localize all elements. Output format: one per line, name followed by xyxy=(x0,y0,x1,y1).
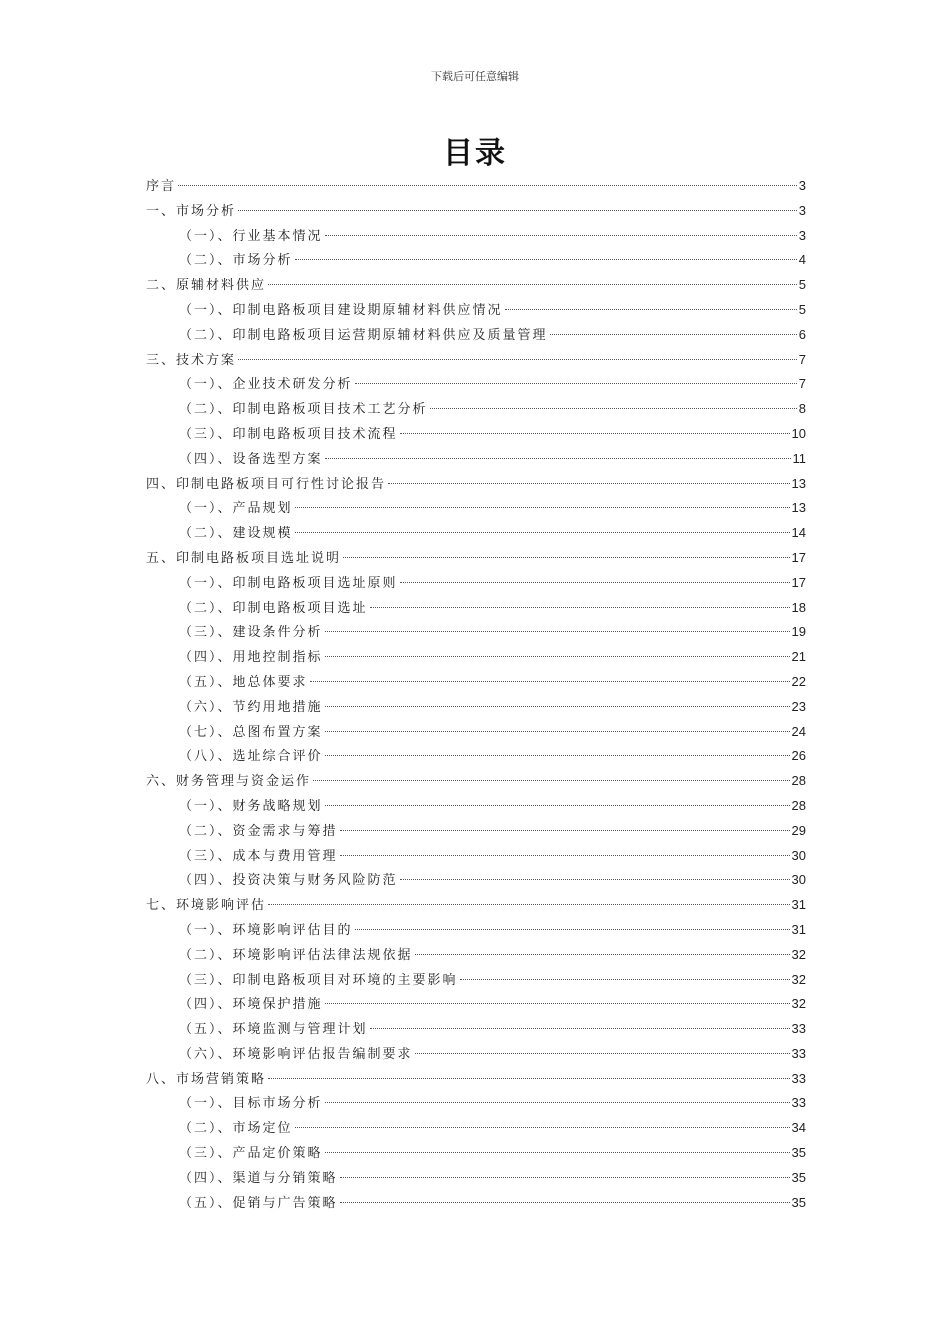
toc-entry[interactable] xyxy=(146,596,806,621)
toc-entry-page: 3 xyxy=(798,202,806,218)
toc-entry-label: （三）、产品定价策略 xyxy=(179,1146,323,1162)
dot-leader xyxy=(310,681,790,682)
toc-entry-label: （四）、设备选型方案 xyxy=(179,451,323,467)
toc-entry-label: （二）、印制电路板项目运营期原辅材料供应及质量管理 xyxy=(179,327,548,343)
toc-entry[interactable] xyxy=(146,695,806,720)
toc-entry-label: 三、技术方案 xyxy=(146,352,237,368)
dot-leader xyxy=(238,210,797,211)
toc-entry-label: 六、财务管理与资金运作 xyxy=(146,774,312,790)
dot-leader xyxy=(415,1053,790,1054)
toc-entry-label: 四、印制电路板项目可行性讨论报告 xyxy=(146,476,387,492)
toc-entry[interactable] xyxy=(146,868,806,893)
toc-entry-label: （四）、环境保护措施 xyxy=(179,997,323,1013)
toc-entry-page: 29 xyxy=(791,822,806,838)
toc-entry-label: （二）、资金需求与筹措 xyxy=(179,823,338,839)
toc-entry[interactable] xyxy=(146,720,806,745)
toc-entry[interactable] xyxy=(146,348,806,373)
dot-leader xyxy=(550,334,797,335)
toc-entry-page: 33 xyxy=(791,1070,806,1086)
toc-entry-page: 33 xyxy=(791,1045,806,1061)
toc-entry[interactable] xyxy=(146,248,806,273)
dot-leader xyxy=(400,582,790,583)
toc-entry[interactable] xyxy=(146,1191,806,1216)
toc-entry-page: 11 xyxy=(792,450,806,466)
toc-entry[interactable] xyxy=(146,819,806,844)
toc-entry-page: 35 xyxy=(791,1169,806,1185)
toc-entry[interactable] xyxy=(146,645,806,670)
toc-entry-label: （二）、环境影响评估法律法规依据 xyxy=(179,947,413,963)
toc-entry-label: （一）、印制电路板项目建设期原辅材料供应情况 xyxy=(179,302,503,318)
toc-entry[interactable] xyxy=(146,992,806,1017)
toc-entry-page: 17 xyxy=(791,549,806,565)
toc-entry[interactable] xyxy=(146,199,806,224)
toc-entry[interactable] xyxy=(146,968,806,993)
toc-entry[interactable] xyxy=(146,472,806,497)
toc-entry-label: （一）、印制电路板项目选址原则 xyxy=(179,575,398,591)
toc-entry-page: 13 xyxy=(791,500,806,516)
toc-entry-label: 二、原辅材料供应 xyxy=(146,278,267,294)
toc-entry-page: 3 xyxy=(798,178,806,193)
header-note: 下载后可任意编辑 xyxy=(431,70,519,83)
toc-entry[interactable] xyxy=(146,372,806,397)
dot-leader xyxy=(178,185,797,186)
dot-leader xyxy=(325,631,790,632)
toc-entry-page: 24 xyxy=(791,723,806,739)
dot-leader xyxy=(325,656,790,657)
dot-leader xyxy=(238,359,797,360)
dot-leader xyxy=(370,1028,790,1029)
toc-entry[interactable] xyxy=(146,496,806,521)
toc-entry-label: （四）、渠道与分销策略 xyxy=(179,1170,338,1186)
toc-entry[interactable] xyxy=(146,397,806,422)
dot-leader xyxy=(325,706,790,707)
toc-entry-label: （六）、环境影响评估报告编制要求 xyxy=(179,1046,413,1062)
toc-entry-label: （四）、投资决策与财务风险防范 xyxy=(179,873,398,889)
toc-entry[interactable] xyxy=(146,943,806,968)
toc-entry[interactable] xyxy=(146,670,806,695)
dot-leader xyxy=(325,1102,790,1103)
toc-entry[interactable] xyxy=(146,893,806,918)
dot-leader xyxy=(415,954,790,955)
toc-entry-page: 28 xyxy=(791,797,806,813)
toc-entry-label: （二）、印制电路板项目技术工艺分析 xyxy=(179,402,428,418)
dot-leader xyxy=(400,879,790,880)
toc-entry-page: 28 xyxy=(791,773,806,789)
dot-leader xyxy=(400,433,790,434)
toc-entry[interactable] xyxy=(146,1116,806,1141)
toc-entry[interactable] xyxy=(146,1042,806,1067)
toc-entry-page: 31 xyxy=(791,897,806,913)
toc-entry[interactable] xyxy=(146,620,806,645)
toc-entry-label: （八）、选址综合评价 xyxy=(179,749,323,765)
toc-entry-page: 32 xyxy=(791,996,806,1012)
dot-leader xyxy=(295,1127,790,1128)
toc-entry-label: 一、市场分析 xyxy=(146,203,237,219)
toc-entry[interactable] xyxy=(146,273,806,298)
toc-entry-label: 序言 xyxy=(146,179,177,194)
toc-entry[interactable] xyxy=(146,744,806,769)
toc-entry-label: （一）、目标市场分析 xyxy=(179,1096,323,1112)
toc-title: 目录 xyxy=(443,136,507,171)
toc-entry-page: 22 xyxy=(791,673,806,689)
toc-entry-page: 5 xyxy=(798,277,806,293)
dot-leader xyxy=(295,532,790,533)
toc-entry-page: 23 xyxy=(791,698,806,714)
toc-entry-page: 21 xyxy=(791,649,806,665)
toc-entry-page: 26 xyxy=(791,748,806,764)
toc-entry-page: 13 xyxy=(791,475,806,491)
toc-entry-page: 34 xyxy=(791,1120,806,1136)
toc-entry-page: 19 xyxy=(791,624,806,640)
dot-leader xyxy=(325,731,790,732)
toc-entry-label: （一）、产品规划 xyxy=(179,501,293,517)
toc-entry-page: 5 xyxy=(798,301,806,317)
toc-entry-page: 35 xyxy=(791,1145,806,1161)
dot-leader xyxy=(295,259,797,260)
toc-entry-page: 6 xyxy=(798,326,806,342)
dot-leader xyxy=(340,855,790,856)
dot-leader xyxy=(268,284,797,285)
toc-entry-label: （四）、用地控制指标 xyxy=(179,650,323,666)
dot-leader xyxy=(505,309,797,310)
dot-leader xyxy=(388,483,790,484)
dot-leader xyxy=(355,383,797,384)
toc-entry-label: （一）、企业技术研发分析 xyxy=(179,377,353,393)
toc-entry-page: 33 xyxy=(791,1095,806,1111)
toc-entry[interactable] xyxy=(146,571,806,596)
table-of-contents xyxy=(146,174,806,1215)
toc-entry-label: （三）、印制电路板项目技术流程 xyxy=(179,426,398,442)
dot-leader xyxy=(268,1078,790,1079)
toc-entry-label: （三）、成本与费用管理 xyxy=(179,848,338,864)
toc-entry[interactable] xyxy=(146,224,806,249)
toc-entry[interactable] xyxy=(146,323,806,348)
toc-entry-page: 35 xyxy=(791,1194,806,1210)
toc-entry-page: 30 xyxy=(791,872,806,888)
dot-leader xyxy=(340,1177,790,1178)
toc-entry[interactable] xyxy=(146,1166,806,1191)
toc-entry-page: 7 xyxy=(798,376,806,392)
dot-leader xyxy=(313,780,790,781)
toc-entry[interactable] xyxy=(146,447,806,472)
toc-entry-page: 18 xyxy=(791,599,806,615)
toc-entry-label: 七、环境影响评估 xyxy=(146,898,267,914)
dot-leader xyxy=(460,979,790,980)
toc-entry-label: （五）、环境监测与管理计划 xyxy=(179,1022,368,1038)
toc-entry-page: 10 xyxy=(791,425,806,441)
dot-leader xyxy=(340,830,790,831)
toc-entry-page: 31 xyxy=(791,921,806,937)
toc-entry[interactable] xyxy=(146,1067,806,1092)
toc-entry-page: 8 xyxy=(798,401,806,417)
toc-entry-page: 14 xyxy=(791,525,806,541)
toc-entry-label: （七）、总图布置方案 xyxy=(179,724,323,740)
toc-entry[interactable] xyxy=(146,769,806,794)
dot-leader xyxy=(430,408,797,409)
toc-entry-page: 33 xyxy=(791,1021,806,1037)
dot-leader xyxy=(325,755,790,756)
toc-entry[interactable] xyxy=(146,422,806,447)
toc-entry[interactable] xyxy=(146,174,806,199)
toc-entry[interactable] xyxy=(146,918,806,943)
dot-leader xyxy=(325,1152,790,1153)
dot-leader xyxy=(268,904,790,905)
toc-entry[interactable] xyxy=(146,1141,806,1166)
toc-entry-label: （三）、印制电路板项目对环境的主要影响 xyxy=(179,972,458,988)
dot-leader xyxy=(355,929,790,930)
toc-entry-label: 五、印制电路板项目选址说明 xyxy=(146,550,342,566)
toc-entry-page: 3 xyxy=(798,227,806,243)
toc-entry[interactable] xyxy=(146,1091,806,1116)
toc-entry-page: 17 xyxy=(791,574,806,590)
dot-leader xyxy=(325,458,791,459)
toc-entry[interactable] xyxy=(146,794,806,819)
dot-leader xyxy=(343,557,790,558)
toc-entry-label: （二）、市场定位 xyxy=(179,1121,293,1137)
toc-entry-label: （一）、行业基本情况 xyxy=(179,228,323,244)
toc-entry-label: （二）、建设规模 xyxy=(179,526,293,542)
toc-entry-label: （二）、印制电路板项目选址 xyxy=(179,600,368,616)
toc-entry-page: 32 xyxy=(791,971,806,987)
toc-entry-label: 八、市场营销策略 xyxy=(146,1071,267,1087)
toc-entry[interactable] xyxy=(146,844,806,869)
dot-leader xyxy=(325,805,790,806)
toc-entry-label: （六）、节约用地措施 xyxy=(179,699,323,715)
toc-entry-label: （五）、促销与广告策略 xyxy=(179,1195,338,1211)
dot-leader xyxy=(325,235,797,236)
toc-entry[interactable] xyxy=(146,1017,806,1042)
toc-entry[interactable] xyxy=(146,546,806,571)
dot-leader xyxy=(340,1202,790,1203)
toc-entry-page: 30 xyxy=(791,847,806,863)
toc-entry-label: （一）、环境影响评估目的 xyxy=(179,922,353,938)
toc-entry-label: （三）、建设条件分析 xyxy=(179,625,323,641)
toc-entry[interactable] xyxy=(146,521,806,546)
dot-leader xyxy=(370,607,790,608)
toc-entry[interactable] xyxy=(146,298,806,323)
dot-leader xyxy=(295,507,790,508)
toc-entry-page: 7 xyxy=(798,351,806,367)
toc-entry-page: 32 xyxy=(791,946,806,962)
toc-entry-label: （二）、市场分析 xyxy=(179,253,293,269)
dot-leader xyxy=(325,1003,790,1004)
toc-entry-label: （一）、财务战略规划 xyxy=(179,798,323,814)
toc-entry-page: 4 xyxy=(798,252,806,268)
toc-entry-label: （五）、地总体要求 xyxy=(179,674,308,690)
